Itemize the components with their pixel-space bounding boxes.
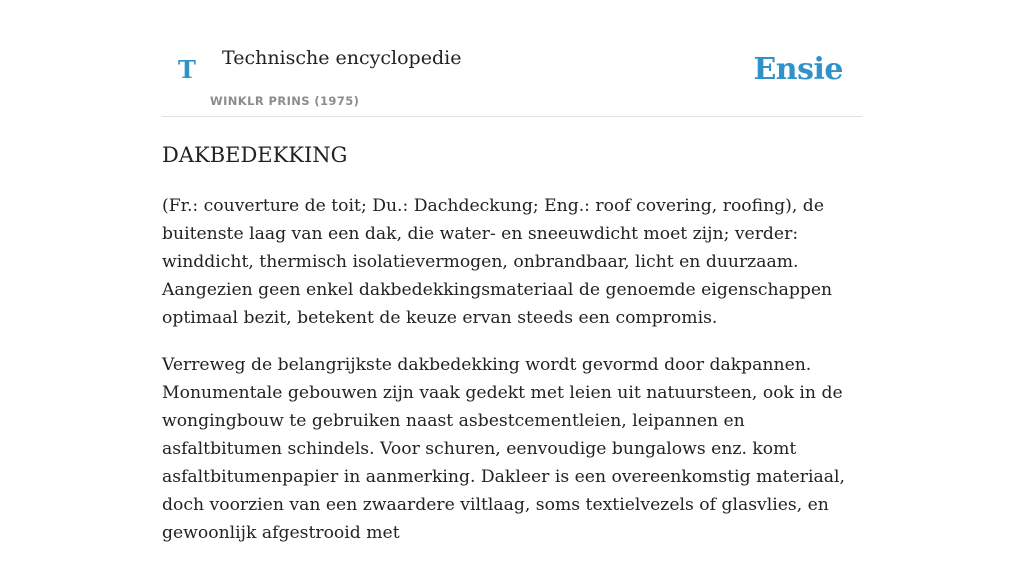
entry-body [162,192,867,566]
site-header [162,36,862,117]
entry-paragraph: (Fr.: couverture de toit; Du.: Dachdeckung; Eng.: roof covering, roofing), de buitenste laag van een dak, die water- en sneeuwdicht moet zijn; verder: winddicht, thermisch isolatievermogen, onbrandbaar, licht en duurzaam. Aangezien geen enkel dakbedekkingsmateriaal de genoemde eigenschappen optimaal bezit, betekent de keuze ervan steeds een compromis. [162,196,833,328]
source-title-link[interactable]: Technische encyclopedie [222,47,462,69]
brand-logo-link[interactable]: Ensie [753,52,843,87]
entry-title: DAKBEDEKKING [162,143,348,167]
source-logo-icon[interactable]: T [178,55,196,84]
entry-paragraph: Verreweg de belangrijkste dakbedekking wordt gevormd door dakpannen. Monumentale gebouwen zijn vaak gedekt met leien uit natuursteen, ook in de wongingbouw te gebruiken naast asbestcementleien, leipannen en asfaltbitumen schindels. Voor schuren, eenvoudige bungalows enz. komt asfaltbitumenpapier in aanmerking. Dakleer is een overeenkomstig materiaal, doch voorzien van een zwaardere viltlaag, soms textielvezels of glasvlies, en gewoonlijk afgestrooid met [162,355,845,543]
source-subtitle: WINKLR PRINS (1975) [210,94,360,108]
